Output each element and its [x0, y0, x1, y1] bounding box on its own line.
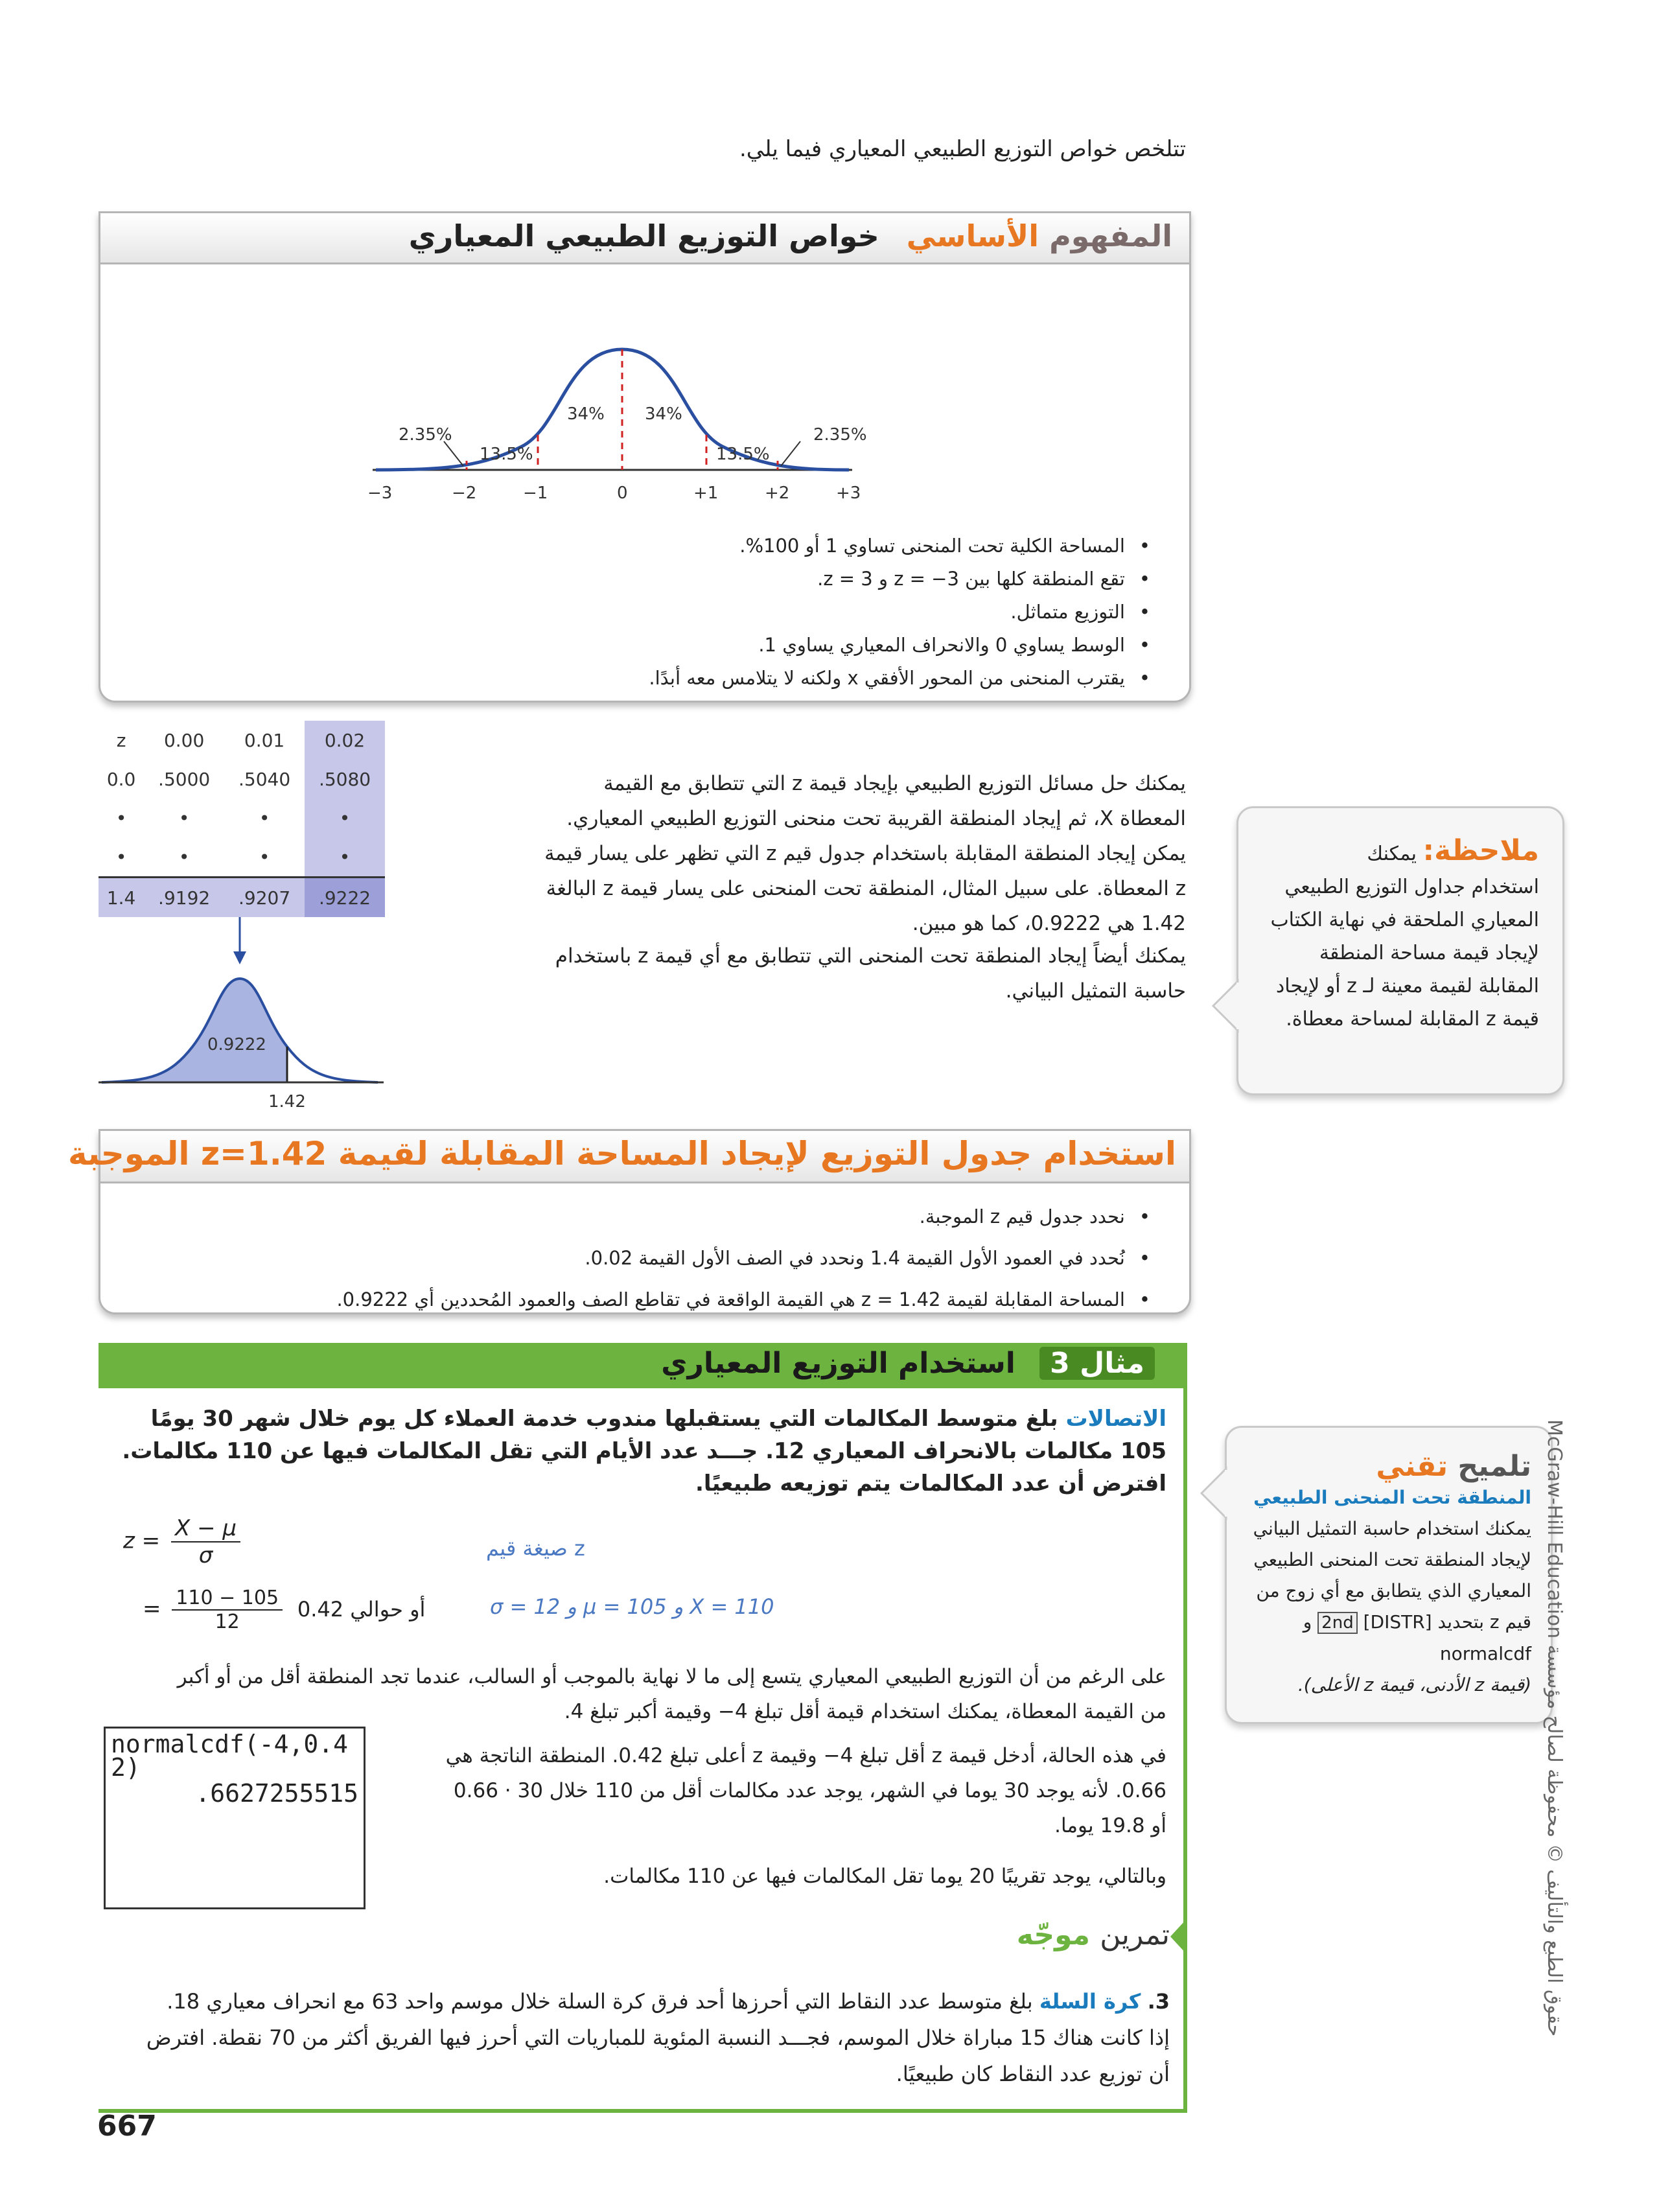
- guided-practice-word1: تمرين: [1100, 1918, 1170, 1951]
- key-concept-box: [99, 211, 1191, 703]
- eq2-approx: أو حوالي 0.42: [297, 1596, 426, 1622]
- tech-tip-callout: [1225, 1426, 1553, 1724]
- z-header-002: 0.02: [305, 721, 385, 760]
- tech-tip-title: [1238, 1451, 1531, 1482]
- tech-tip-word2: تقني: [1376, 1450, 1448, 1483]
- z-table-dots-row: [99, 837, 385, 878]
- z-header-001: 0.01: [244, 729, 285, 751]
- table-usage-title: استخدام جدول التوزيع لإيجاد المساحة المقابلة لقيمة z=1.42 الموجبة: [67, 1135, 1176, 1172]
- example-header-band: [99, 1343, 1187, 1388]
- gp-keyword: كرة السلة: [1039, 1989, 1141, 2014]
- z-cell: .5080: [305, 760, 385, 798]
- bullet-1: • المساحة الكلية تحت المنحنى تساوي 1 أو 100%.: [178, 530, 1150, 563]
- z-table-highlight-row: [99, 878, 385, 918]
- label-right-tail: 2.35%: [813, 425, 867, 445]
- tick-minus2: −2: [452, 483, 477, 503]
- table-usage-box: [67, 1129, 1191, 1314]
- eq1-numerator: X − μ: [171, 1515, 240, 1543]
- eq2-lhs: =: [143, 1596, 161, 1622]
- z-cell: .9192: [144, 878, 224, 918]
- note-body: استخدام جداول التوزيع الطبيعي المعياري الملحقة في نهاية الكتاب لإيجاد قيمة مساحة المنطقة المقابلة لقيمة معينة لـ z أو لإيجاد قيمة z المقابلة لمساحة معطاة.: [1270, 876, 1539, 1030]
- example-title: [661, 1347, 1155, 1380]
- tech-tip-word1: تلميح: [1457, 1450, 1531, 1483]
- bullet-5: • يقترب المنحنى من المحور الأفقي x ولكنه لا يتلامس معه أبدًا.: [178, 662, 1150, 695]
- z-dot: •: [178, 846, 190, 868]
- z-table-row: [99, 760, 385, 798]
- copyright-text: حقوق الطبع والتأليف © محفوظة لصالح مؤسسة McGraw-Hill Education: [1543, 1419, 1566, 2037]
- key-concept-bullets: [178, 530, 1150, 695]
- example-heading: استخدام التوزيع المعياري: [661, 1347, 1015, 1380]
- tech-tip-and: و: [1303, 1611, 1312, 1633]
- tech-tip-subtitle: المنطقة تحت المنحنى الطبيعي: [1253, 1487, 1531, 1508]
- z-cell: 0.0: [106, 768, 136, 790]
- gp-text: بلغ متوسط عدد النقاط التي أحرزها أحد فرق كرة السلة خلال موسم واحد 63 مع انحراف معياري 18. إذا كانت هناك 15 مباراة خلال الموسم، فجـــد النسبة المئوية للمباريات التي أحرز فيها الفريق أكثر من 70 نقطة. افترض أن توزيع عدد النقاط كان طبيعيًا.: [146, 1989, 1170, 2086]
- guided-practice-arrow-icon: [1170, 1920, 1186, 1953]
- key-2nd: 2nd: [1317, 1612, 1358, 1634]
- z-dot: •: [259, 846, 270, 868]
- z-cell: .5000: [158, 768, 211, 790]
- label-left-center: 34%: [567, 404, 605, 424]
- z-dot: •: [178, 807, 190, 829]
- z-dot: •: [305, 837, 385, 878]
- z-header-z: z: [116, 729, 126, 751]
- calc-line-1: normalcdf(-4,0.4: [111, 1730, 349, 1758]
- tick-minus1: −1: [523, 483, 548, 503]
- eq1-denominator: σ: [198, 1543, 213, 1568]
- tech-tip-args: (قيمة z الأدنى، قيمة z الأعلى).: [1297, 1674, 1531, 1695]
- z-dot: •: [115, 807, 127, 829]
- guided-practice-title: [1017, 1918, 1170, 1951]
- step-3: • المساحة المقابلة لقيمة z = 1.42 هي القيمة الواقعة في تقاطع الصف والعمود المُحددين أي 0.9222.: [139, 1279, 1150, 1320]
- label-left-mid: 13.5%: [480, 445, 533, 464]
- tech-tip-body: يمكنك استخدام حاسبة التمثيل البياني لإيجاد المنطقة تحت المنحنى الطبيعي المعياري الذي يتطابق مع أي زوج من قيم z بتحديد: [1253, 1518, 1531, 1633]
- tick-zero: 0: [617, 483, 628, 503]
- z-cell: 1.4: [99, 878, 144, 918]
- label-right-center: 34%: [645, 404, 682, 424]
- paragraph-2: يمكنك أيضاً إيجاد المنطقة تحت المنحنى التي تتطابق مع أي قيمة z باستخدام حاسبة التمثيل البياني.: [555, 944, 1186, 1003]
- z-dot: •: [305, 798, 385, 837]
- tip-pointer: [1200, 1467, 1229, 1519]
- step-2: • نُحدد في العمود الأول القيمة 1.4 ونحدد في الصف الأول القيمة 0.02.: [139, 1237, 1150, 1279]
- bullet-3: • التوزيع متماثل.: [178, 596, 1150, 629]
- equation-1: [123, 1515, 240, 1568]
- paragraph-1: يمكنك حل مسائل التوزيع الطبيعي بإيجاد قيمة z التي تتطابق مع القيمة المعطاة X، ثم إيجاد المنطقة القريبة تحت منحنى التوزيع الطبيعي المعياري. يمكن إيجاد المنطقة المقابلة باستخدام جدول قيم z التي تظهر على يسار قيمة z المعطاة. على سبيل المثال، المنطقة تحت المنحنى على يسار قيمة z البالغة 1.42 هي 0.9222، كما هو مبين.: [544, 772, 1186, 935]
- table-usage-header: [67, 1131, 1189, 1183]
- eq2-denominator: 12: [215, 1611, 240, 1633]
- area-label: 0.9222: [207, 1035, 266, 1054]
- label-right-mid: 13.5%: [716, 445, 770, 464]
- note-title: ملاحظة:: [1422, 834, 1539, 867]
- key-concept-title: [409, 218, 1172, 253]
- calculator-screen: [104, 1727, 365, 1909]
- example-problem: [117, 1403, 1166, 1500]
- tick-plus2: +2: [765, 483, 790, 503]
- gp-number: 3.: [1147, 1989, 1170, 2014]
- guided-practice-problem: [146, 1983, 1170, 2092]
- step-1: • نحدد جدول قيم z الموجبة.: [139, 1196, 1150, 1237]
- eq1-lhs: z =: [123, 1528, 161, 1554]
- problem-keyword: الاتصالات: [1065, 1406, 1166, 1432]
- shaded-curve-diagram: [99, 914, 390, 1112]
- example-paragraph-a: على الرغم من أن التوزيع الطبيعي المعياري يتسع إلى ما لا نهاية بالموجب أو السالب، عندما تجد المنطقة أقل من أو أكبر من القيمة المعطاة، يمكنك استخدام قيمة أقل تبلغ 4− وقيمة أكبر تبلغ 4.: [177, 1665, 1166, 1723]
- eq2-numerator: 110 − 105: [172, 1587, 283, 1611]
- z-table-header: [99, 721, 385, 760]
- guided-practice-word2: موجّه: [1016, 1918, 1090, 1951]
- z-table: [99, 721, 385, 917]
- z-value-label: 1.42: [268, 1092, 306, 1112]
- copyright-vertical: [1529, 1419, 1575, 2106]
- z-cell: .9222: [305, 878, 385, 918]
- bullet-2: • تقع المنطقة كلها بين z = −3 و z = 3.: [178, 563, 1150, 596]
- eq2-note: X = 110 و μ = 105 و σ = 12: [490, 1594, 774, 1619]
- eq1-note: صيغة قيم z: [486, 1536, 585, 1561]
- z-table-dots-row: [99, 798, 385, 837]
- note-pointer: [1212, 980, 1240, 1032]
- normal-curve-diagram: [367, 278, 867, 518]
- note-callout: [1236, 806, 1564, 1095]
- table-usage-steps: [139, 1196, 1150, 1320]
- equation-2: [143, 1587, 425, 1633]
- key-concept-word1: المفهوم: [1049, 218, 1172, 253]
- key-concept-main-title: خواص التوزيع الطبيعي المعياري: [408, 218, 879, 253]
- z-cell: .5040: [238, 768, 291, 790]
- intro-text: تتلخص خواص التوزيع الطبيعي المعياري فيما يلي.: [739, 136, 1186, 162]
- left-tail-pointer: [444, 441, 463, 466]
- example-paragraph-b: في هذه الحالة، أدخل قيمة z أقل تبلغ 4− وقيمة z أعلى تبلغ 0.42. المنطقة الناتجة هي 0.66. لأنه يوجد 30 يوما في الشهر، يوجد عدد مكالمات أقل من 110 خلال 30 · 0.66 أو 19.8 يوما.: [445, 1744, 1166, 1837]
- bell-curve: [376, 349, 849, 470]
- page-number: 667: [97, 2110, 157, 2143]
- z-dot: •: [115, 846, 127, 868]
- problem-text: بلغ متوسط المكالمات التي يستقبلها مندوب خدمة العملاء كل يوم خلال شهر 30 يومًا 105 مكالمات بالانحراف المعياري 12. جـــد عدد الأيام التي تقل المكالمات فيها عن 110 مكالمات. افترض أن عدد المكالمات يتم توزيعه طبيعيًا.: [122, 1406, 1166, 1496]
- note-lead: يمكنك: [1367, 843, 1417, 865]
- key-distr: [DISTR]: [1363, 1611, 1432, 1633]
- down-arrow-icon: [233, 951, 246, 964]
- example-frame-right: [1183, 1388, 1187, 2113]
- z-cell: .9207: [224, 878, 305, 918]
- z-header-000: 0.00: [163, 729, 205, 751]
- shaded-area: [102, 979, 287, 1082]
- example-frame-bottom: [99, 2109, 1187, 2113]
- key-concept-word2: الأساسي: [906, 218, 1039, 253]
- tick-minus3: −3: [367, 483, 393, 503]
- tick-plus1: +1: [693, 483, 719, 503]
- right-tail-pointer: [781, 441, 800, 466]
- bullet-4: • الوسط يساوي 0 والانحراف المعياري يساوي 1.: [178, 629, 1150, 662]
- example-paragraph-c: وبالتالي، يوجد تقريبًا 20 يوما تقل المكالمات فيها عن 110 مكالمات.: [603, 1865, 1166, 1888]
- key-concept-header: [100, 213, 1189, 264]
- tick-plus3: +3: [836, 483, 861, 503]
- z-dot: •: [259, 807, 270, 829]
- normalcdf-command: normalcdf: [1439, 1643, 1531, 1664]
- calc-result: .6627255515: [195, 1779, 358, 1808]
- calc-line-2: 2): [111, 1753, 141, 1782]
- label-left-tail: 2.35%: [399, 425, 452, 445]
- example-label: مثال 3: [1039, 1347, 1155, 1380]
